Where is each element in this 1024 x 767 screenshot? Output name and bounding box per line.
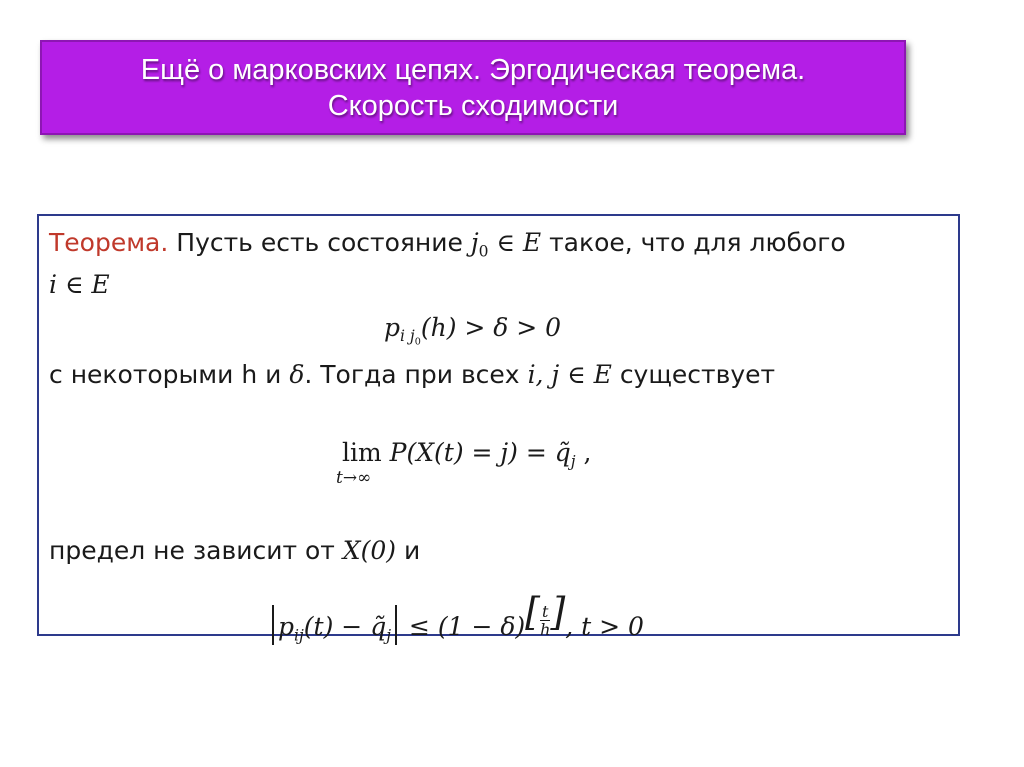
slide-title-line1: Ещё о марковских цепях. Эргодическая теорема. [140,53,806,86]
theorem-text-6: предел не зависит от [49,536,335,565]
formula-2: lim t→∞ $P(X(t) = j) = q̃_j$ , [336,438,592,488]
math-ij-in-e: i, j ∈ E [527,360,612,389]
math-i-in-e: i ∈ E [49,270,110,299]
math-delta: δ [289,360,305,389]
theorem-box [37,214,960,639]
lim-operator: lim t→∞ [336,438,382,488]
floor-bracket-left: [ [525,590,540,634]
abs-bar-left [272,605,274,645]
slide-title-line2: Скорость сходимости [327,89,619,122]
theorem-text-4b: . Тогда при всех [304,360,520,389]
formula-1: $p_{i j_0}(h) > \delta > 0$ [384,313,562,348]
theorem-text-1a: Пусть есть состояние [176,228,463,257]
formula-3: $p_{ij}(t)$ − $q̃_j \le (1 - \delta)$[ $\frac{t}{h}$ ], t > 0 [268,590,644,645]
theorem-line-1 [49,228,846,260]
theorem-text-1b: такое, что для любого [549,228,846,257]
theorem-label: Теорема. [49,228,169,257]
theorem-line-4 [49,360,775,389]
theorem-text-6-and: и [403,536,421,565]
floor-bracket-right: ] [550,590,566,634]
math-in-e: ∈ E [488,228,542,257]
theorem-text-4a: с некоторыми h и [49,360,282,389]
fraction-t-over-h: $\frac{t}{h}$ [540,602,551,639]
math-j0: $j_0$ [470,228,489,261]
abs-bar-right [395,605,397,645]
slide-title-box [40,40,906,135]
theorem-line-6 [49,536,420,565]
theorem-text-4c: существует [619,360,776,389]
math-x0: X(0) [342,536,396,565]
